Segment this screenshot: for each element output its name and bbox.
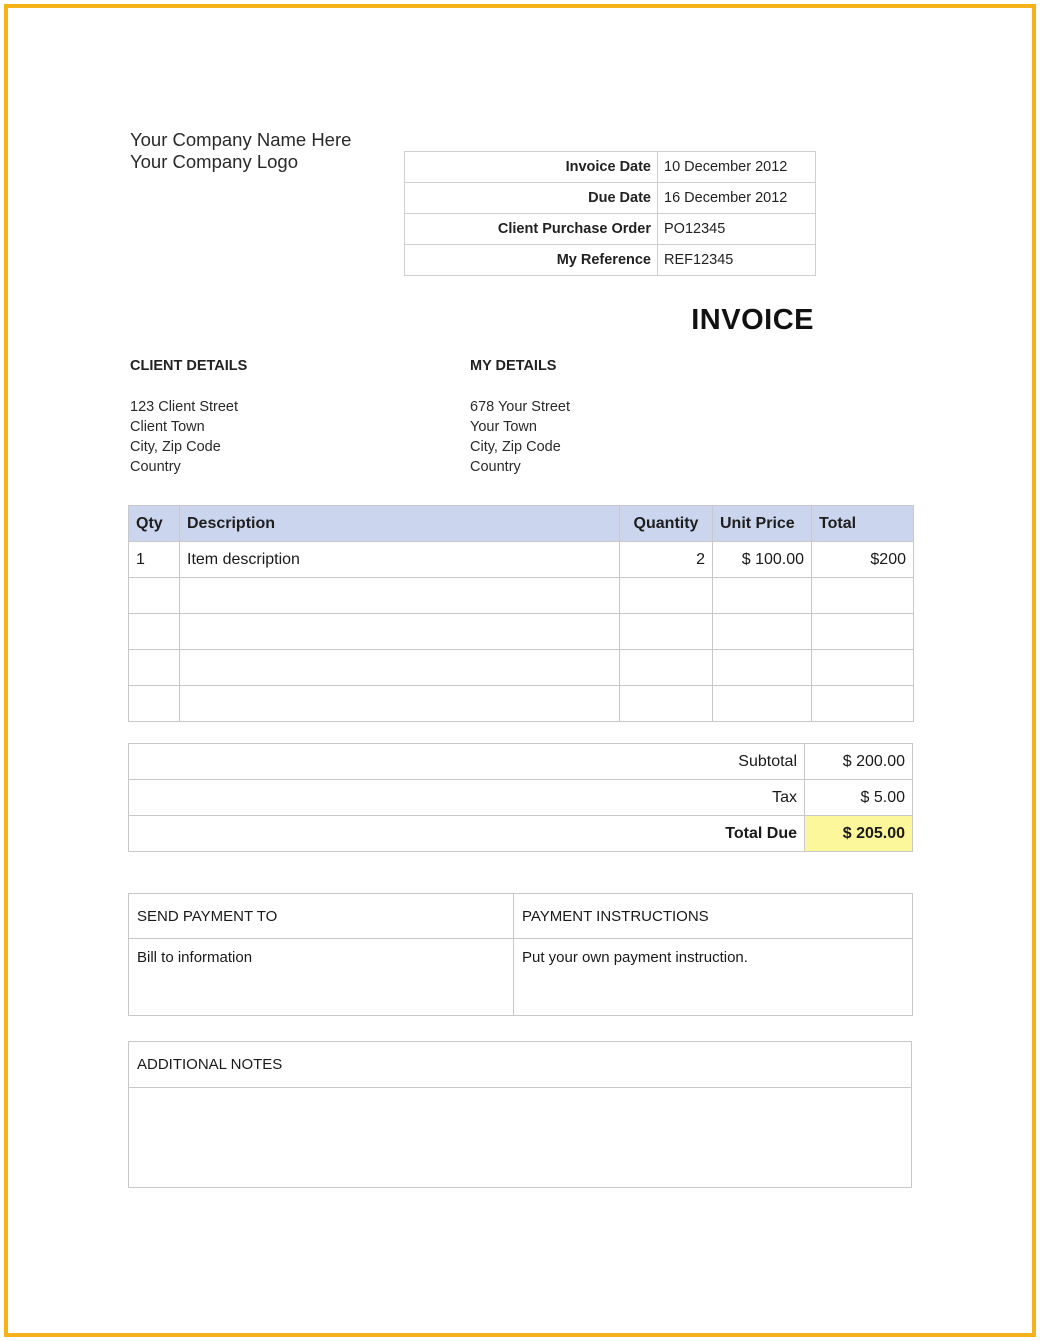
meta-label: Due Date xyxy=(405,183,658,214)
cell-unit-price xyxy=(713,578,812,614)
tax-label: Tax xyxy=(129,780,805,816)
address-line: 678 Your Street xyxy=(470,399,570,415)
table-row xyxy=(129,542,914,578)
total-due-label: Total Due xyxy=(129,816,805,852)
notes-body-row xyxy=(129,1088,912,1188)
cell-quantity xyxy=(620,578,713,614)
cell-description xyxy=(180,686,620,722)
meta-value: 16 December 2012 xyxy=(658,183,816,214)
total-due-value: $ 205.00 xyxy=(805,816,913,852)
meta-value: PO12345 xyxy=(658,214,816,245)
payment-instructions-text: Put your own payment instruction. xyxy=(514,939,913,1016)
meta-label: Client Purchase Order xyxy=(405,214,658,245)
cell-qty xyxy=(129,650,180,686)
meta-row-invoice-date xyxy=(405,152,816,183)
payment-header-row xyxy=(129,894,913,939)
address-line: City, Zip Code xyxy=(470,439,561,455)
cell-description xyxy=(180,650,620,686)
table-row xyxy=(129,650,914,686)
cell-quantity: 2 xyxy=(620,542,713,578)
cell-qty xyxy=(129,578,180,614)
column-header-unit-price: Unit Price xyxy=(713,506,812,542)
cell-unit-price: $ 100.00 xyxy=(713,542,812,578)
invoice-title: INVOICE xyxy=(691,304,814,336)
column-header-total: Total xyxy=(812,506,914,542)
notes-header-row xyxy=(129,1042,912,1088)
column-header-description: Description xyxy=(180,506,620,542)
column-header-qty: Qty xyxy=(129,506,180,542)
tax-value: $ 5.00 xyxy=(805,780,913,816)
cell-description xyxy=(180,578,620,614)
subtotal-label: Subtotal xyxy=(129,744,805,780)
invoice-meta-table xyxy=(404,151,816,276)
meta-label: My Reference xyxy=(405,245,658,276)
cell-qty xyxy=(129,686,180,722)
my-details-heading: MY DETAILS xyxy=(470,358,557,374)
cell-quantity xyxy=(620,650,713,686)
total-due-row xyxy=(129,816,913,852)
cell-qty: 1 xyxy=(129,542,180,578)
meta-value: 10 December 2012 xyxy=(658,152,816,183)
cell-unit-price xyxy=(713,614,812,650)
totals-table xyxy=(128,743,913,852)
my-details-address xyxy=(470,397,570,477)
meta-row-purchase-order xyxy=(405,214,816,245)
table-row xyxy=(129,614,914,650)
company-name: Your Company Name Here xyxy=(130,129,352,150)
line-items-header-row xyxy=(129,506,914,542)
cell-unit-price xyxy=(713,686,812,722)
address-line: Country xyxy=(470,459,521,475)
subtotal-row xyxy=(129,744,913,780)
cell-total: $200 xyxy=(812,542,914,578)
meta-row-reference xyxy=(405,245,816,276)
payment-body-row xyxy=(129,939,913,1016)
cell-total xyxy=(812,650,914,686)
payment-table xyxy=(128,893,913,1016)
table-row xyxy=(129,578,914,614)
cell-quantity xyxy=(620,686,713,722)
address-line: Country xyxy=(130,459,181,475)
cell-quantity xyxy=(620,614,713,650)
company-logo-text: Your Company Logo xyxy=(130,151,298,172)
client-details-heading: CLIENT DETAILS xyxy=(130,358,248,374)
send-payment-heading: SEND PAYMENT TO xyxy=(129,894,514,939)
cell-total xyxy=(812,686,914,722)
cell-description: Item description xyxy=(180,542,620,578)
line-items-table xyxy=(128,505,914,722)
company-header xyxy=(130,129,351,173)
meta-value: REF12345 xyxy=(658,245,816,276)
address-line: Client Town xyxy=(130,419,205,435)
additional-notes-body xyxy=(129,1088,912,1188)
cell-total xyxy=(812,578,914,614)
client-details-address xyxy=(130,397,238,477)
subtotal-value: $ 200.00 xyxy=(805,744,913,780)
meta-label: Invoice Date xyxy=(405,152,658,183)
additional-notes-heading: ADDITIONAL NOTES xyxy=(129,1042,912,1088)
meta-row-due-date xyxy=(405,183,816,214)
cell-total xyxy=(812,614,914,650)
cell-unit-price xyxy=(713,650,812,686)
address-line: 123 Client Street xyxy=(130,399,239,415)
address-line: Your Town xyxy=(470,419,537,435)
payment-instructions-heading: PAYMENT INSTRUCTIONS xyxy=(514,894,913,939)
table-row xyxy=(129,686,914,722)
column-header-quantity: Quantity xyxy=(620,506,713,542)
cell-qty xyxy=(129,614,180,650)
address-line: City, Zip Code xyxy=(130,439,221,455)
cell-description xyxy=(180,614,620,650)
additional-notes-table xyxy=(128,1041,912,1188)
bill-to-information: Bill to information xyxy=(129,939,514,1016)
tax-row xyxy=(129,780,913,816)
